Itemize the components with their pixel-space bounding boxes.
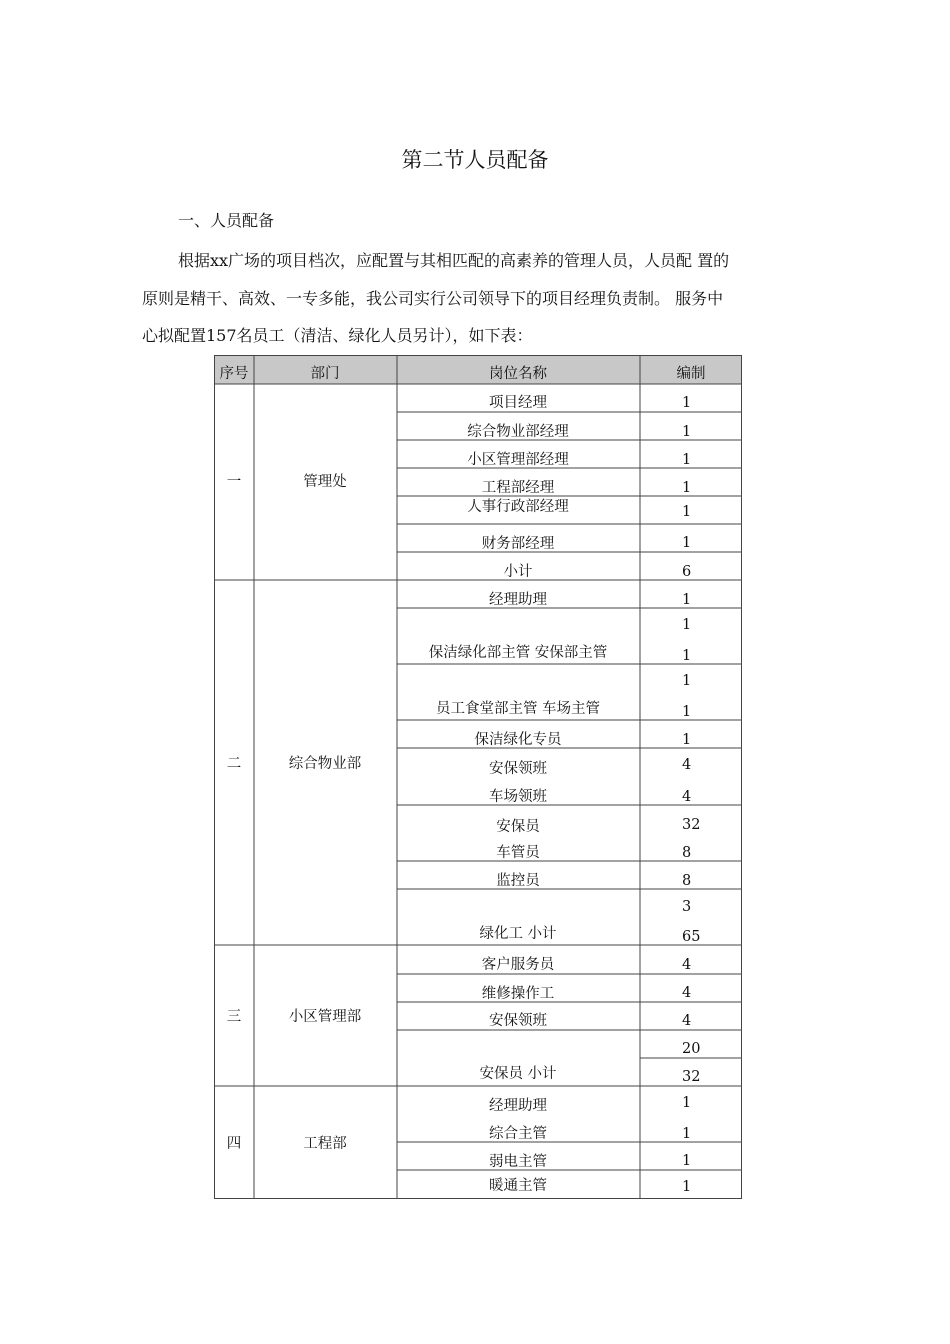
post-name: 车管员 [496, 845, 540, 861]
headcount: 32 [682, 817, 701, 833]
paragraph-line-1: 根据xx广场的项目档次，应配置与其相匹配的高素养的管理人员，人员配 置的 [178, 251, 730, 270]
post-name: 安保领班 [489, 1013, 547, 1029]
post-name: 保洁绿化部主管 安保部主管 [428, 645, 608, 661]
headcount: 1 [682, 617, 692, 633]
headcount: 1 [682, 504, 692, 520]
headcount: 1 [682, 535, 692, 551]
headcount: 1 [682, 1179, 692, 1195]
post-name: 小区管理部经理 [467, 452, 569, 468]
post-name: 暖通主管 [489, 1178, 547, 1194]
group-dept: 综合物业部 [288, 756, 362, 772]
post-name: 财务部经理 [481, 536, 555, 552]
post-name: 综合主管 [489, 1126, 547, 1142]
headcount: 1 [682, 648, 692, 664]
headcount: 8 [682, 845, 692, 861]
post-name: 经理助理 [489, 592, 547, 608]
headcount: 1 [682, 704, 692, 720]
post-name: 弱电主管 [489, 1154, 547, 1170]
group-dept: 小区管理部 [288, 1009, 362, 1025]
headcount: 6 [682, 564, 692, 580]
headcount: 1 [682, 424, 692, 440]
headcount: 3 [682, 899, 692, 915]
post-name: 绿化工 小计 [479, 926, 557, 942]
paragraph-line-2: 原则是精干、高效、一专多能，我公司实行公司领导下的项目经理负责制。 服务中 [142, 289, 724, 308]
group-seq: 二 [226, 756, 242, 772]
headcount: 4 [682, 985, 692, 1001]
post-name: 人事行政部经理 [467, 499, 569, 515]
post-name: 保洁绿化专员 [474, 732, 562, 748]
header-seq: 序号 [219, 366, 249, 382]
post-name: 项目经理 [489, 395, 547, 411]
section-heading: 一、人员配备 [178, 211, 275, 230]
header-count: 编制 [676, 366, 706, 382]
headcount: 20 [682, 1041, 701, 1057]
table-grid [214, 355, 742, 1199]
group-seq: 三 [226, 1009, 242, 1025]
headcount: 1 [682, 592, 692, 608]
paragraph-line-3: 心拟配置157名员工（清洁、绿化人员另计），如下表： [142, 326, 533, 345]
headcount: 1 [682, 480, 692, 496]
headcount: 32 [682, 1069, 701, 1085]
post-name: 安保员 小计 [479, 1066, 557, 1082]
post-name: 员工食堂部主管 车场主管 [435, 701, 601, 717]
group-dept: 管理处 [303, 474, 347, 490]
headcount: 1 [682, 732, 692, 748]
headcount: 1 [682, 1126, 692, 1142]
post-name: 综合物业部经理 [467, 424, 569, 440]
headcount: 1 [682, 1095, 692, 1111]
post-name: 维修操作工 [481, 986, 555, 1002]
headcount: 1 [682, 673, 692, 689]
headcount: 65 [682, 929, 701, 945]
headcount: 1 [682, 395, 692, 411]
post-name: 安保领班 [489, 761, 547, 777]
post-name: 车场领班 [489, 789, 547, 805]
post-name: 安保员 [496, 819, 540, 835]
headcount: 1 [682, 452, 692, 468]
post-name: 客户服务员 [481, 957, 555, 973]
headcount: 8 [682, 873, 692, 889]
post-name: 经理助理 [489, 1098, 547, 1114]
post-name: 工程部经理 [481, 480, 555, 496]
post-name: 监控员 [496, 873, 540, 889]
headcount: 1 [682, 1153, 692, 1169]
header-dept: 部门 [310, 366, 340, 382]
headcount: 4 [682, 1013, 692, 1029]
group-seq: 四 [226, 1136, 242, 1152]
group-dept: 工程部 [303, 1136, 347, 1152]
header-post: 岗位名称 [489, 366, 547, 382]
group-seq: 一 [226, 474, 242, 490]
headcount: 4 [682, 757, 692, 773]
headcount: 4 [682, 789, 692, 805]
post-name: 小计 [503, 564, 533, 580]
headcount: 4 [682, 957, 692, 973]
staffing-table [214, 355, 742, 1199]
page-title: 第二节人员配备 [401, 148, 549, 172]
